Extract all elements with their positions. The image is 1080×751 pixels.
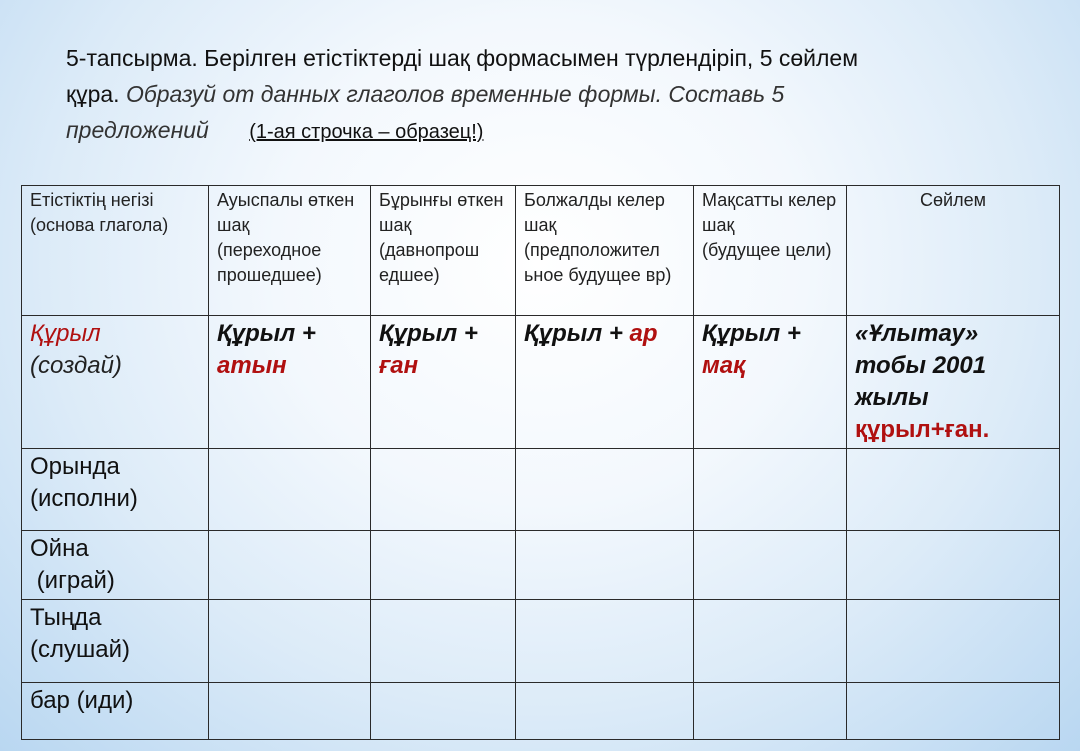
- answer-cell[interactable]: [516, 449, 694, 531]
- table-row: [22, 531, 1060, 600]
- verb-base: бар (иди): [22, 683, 209, 740]
- task-line-2: [66, 76, 1036, 112]
- header-base: Етістіктің негізі (основа глагола): [22, 186, 209, 316]
- task-line-1: 5-тапсырма. Берілген етістіктерді шақ формасымен түрлендіріп, 5 сөйлем: [66, 45, 859, 71]
- answer-cell[interactable]: [694, 449, 847, 531]
- sample-row: [22, 316, 1060, 449]
- verb-table: [21, 185, 1060, 740]
- answer-cell[interactable]: [694, 531, 847, 600]
- task-line-3: [66, 112, 1036, 150]
- verb-base: Тыңда (слушай): [22, 600, 209, 683]
- header-past-perfect: Бұрынғы өткен шақ (давнопрош едшее): [371, 186, 516, 316]
- answer-cell[interactable]: [847, 600, 1060, 683]
- answer-cell[interactable]: [847, 531, 1060, 600]
- answer-cell[interactable]: [516, 683, 694, 740]
- task-verb: құра.: [66, 81, 120, 107]
- header-sentence: Сөйлем: [847, 186, 1060, 316]
- answer-cell[interactable]: [371, 449, 516, 531]
- sample-form-1: Құрыл + атын: [209, 316, 371, 449]
- answer-cell[interactable]: [209, 683, 371, 740]
- table-row: [22, 683, 1060, 740]
- task-instructions: [66, 40, 1036, 150]
- answer-cell[interactable]: [516, 531, 694, 600]
- verb-base: Орында (исполни): [22, 449, 209, 531]
- table-row: [22, 600, 1060, 683]
- task-russian-2: предложений: [66, 117, 209, 143]
- table-row: [22, 449, 1060, 531]
- answer-cell[interactable]: [371, 600, 516, 683]
- header-transitional-past: Ауыспалы өткен шақ (переходное прошедшее): [209, 186, 371, 316]
- answer-cell[interactable]: [694, 683, 847, 740]
- header-presumptive-future: Болжалды келер шақ (предположител ьное будущее вр): [516, 186, 694, 316]
- answer-cell[interactable]: [847, 683, 1060, 740]
- answer-cell[interactable]: [209, 600, 371, 683]
- header-purpose-future: Мақсатты келер шақ (будущее цели): [694, 186, 847, 316]
- answer-cell[interactable]: [209, 531, 371, 600]
- task-russian-1: Образуй от данных глаголов временные формы. Составь 5: [125, 81, 785, 107]
- sample-form-4: Құрыл + мақ: [694, 316, 847, 449]
- sample-form-2: Құрыл + ған: [371, 316, 516, 449]
- verb-base: Ойна (играй): [22, 531, 209, 600]
- sample-form-3: Құрыл + ар: [516, 316, 694, 449]
- sample-base: Құрыл (создай): [22, 316, 209, 449]
- sample-sentence: «Ұлытау» тобы 2001 жылы құрыл+ған.: [847, 316, 1060, 449]
- answer-cell[interactable]: [847, 449, 1060, 531]
- table-header-row: [22, 186, 1060, 316]
- answer-cell[interactable]: [209, 449, 371, 531]
- answer-cell[interactable]: [694, 600, 847, 683]
- sample-note: (1-ая строчка – образец!): [249, 121, 484, 143]
- answer-cell[interactable]: [371, 531, 516, 600]
- answer-cell[interactable]: [371, 683, 516, 740]
- answer-cell[interactable]: [516, 600, 694, 683]
